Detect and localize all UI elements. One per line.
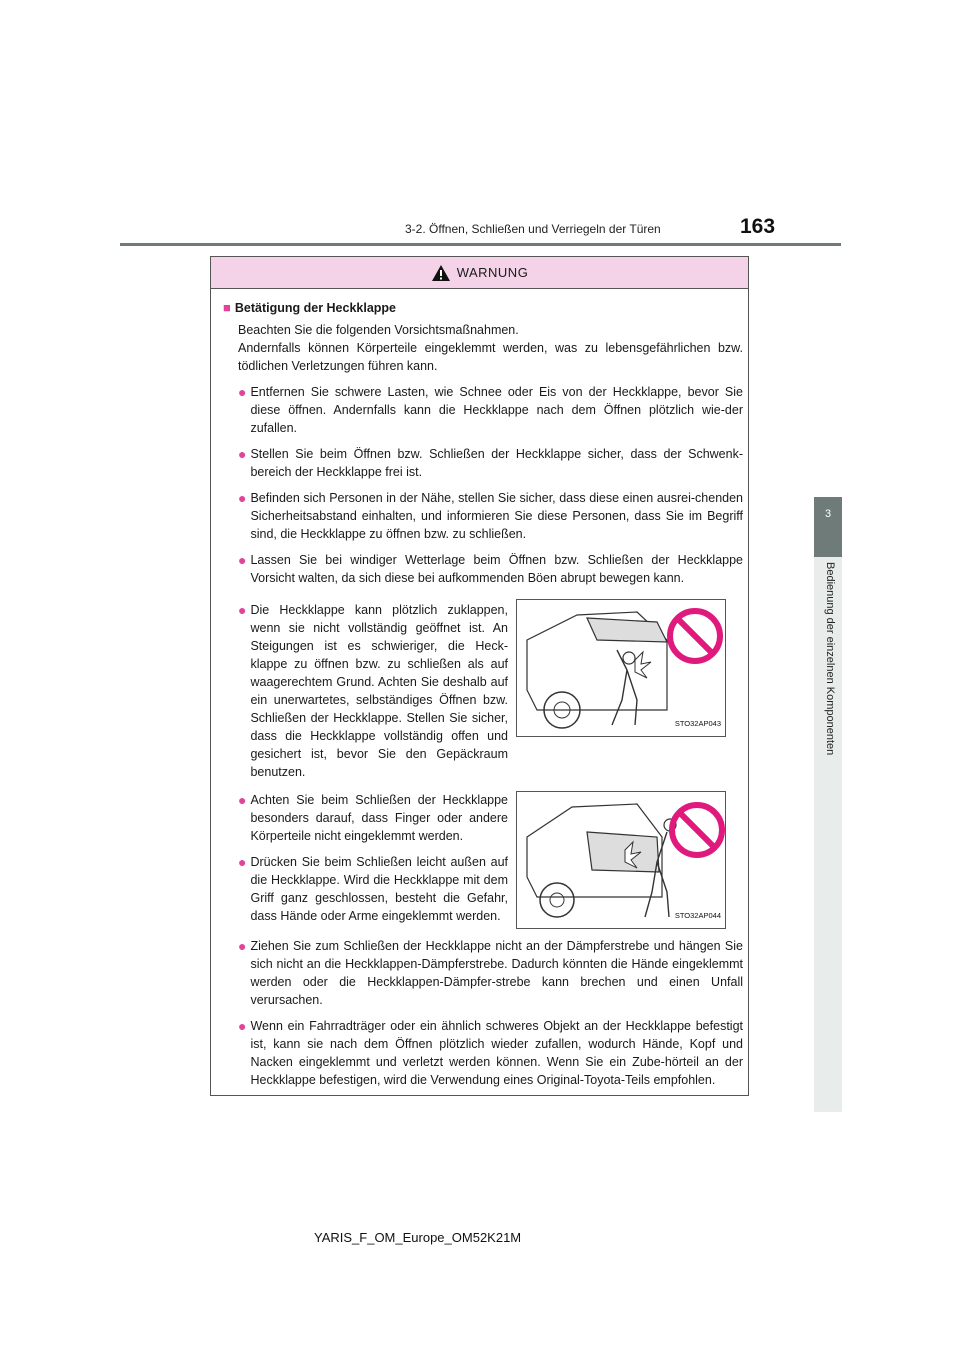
chapter-number: 3 <box>824 508 832 520</box>
bullet-dot-icon: ● <box>238 792 247 808</box>
figure-row-1 <box>223 593 743 781</box>
bullet-dot-icon: ● <box>238 854 247 870</box>
warning-heading <box>223 299 743 317</box>
chapter-tab <box>814 497 842 557</box>
illustration-tailgate-falling <box>516 599 726 737</box>
header-rule <box>120 243 841 246</box>
warning-title: WARNUNG <box>456 265 529 280</box>
bullet-dot-icon: ● <box>238 552 247 568</box>
square-bullet-icon: ■ <box>223 300 231 315</box>
warning-content <box>223 299 743 1089</box>
list-item: ● Stellen Sie beim Öffnen bzw. Schließen der Heckklappe sicher, dass der Schwenk-bereich der Heckklappe frei ist. <box>238 446 743 479</box>
illustration-tailgate-closing <box>516 791 726 929</box>
figure-row-2 <box>223 791 743 929</box>
page-number: 163 <box>740 215 776 238</box>
list-item: ● Achten Sie beim Schließen der Heckklappe besonders darauf, dass Finger oder andere Körperteile nicht eingeklemmt werden. <box>238 792 508 843</box>
footer-doc-code: YARIS_F_OM_Europe_OM52K21M <box>314 1230 522 1245</box>
bullet-dot-icon: ● <box>238 384 247 400</box>
warning-triangle-icon <box>431 264 451 282</box>
list-item: ● Drücken Sie beim Schließen leicht außen auf die Heckklappe. Wird die Heckklappe mit dem Griff ganz geschlossen, besteht die Gefahr, dass Hände oder Arme eingeklemmt werden. <box>238 854 508 923</box>
bullet-dot-icon: ● <box>238 1018 247 1034</box>
chapter-label: Bedienung der einzelnen Komponenten <box>824 562 836 756</box>
section-title: 3-2. Öffnen, Schließen und Verriegeln der Türen <box>405 222 661 236</box>
figure-code: STO32AP043 <box>674 719 721 728</box>
warning-header <box>211 257 748 289</box>
bullet-dot-icon: ● <box>238 602 247 618</box>
bullet-dot-icon: ● <box>238 490 247 506</box>
list-item: ● Die Heckklappe kann plötzlich zuklappen, wenn sie nicht vollständig geöffnet ist. An Steigungen ist es schwieriger, die Heck-klappe zu öffnen bzw. zu schließen als auf waagerechtem Grund. Achten Sie deshalb auf ein unerwartetes, selbständiges Öffnen bzw. Schließen der Heckklappe. Stellen Sie sicher, dass die Heckklappe vollständig offen und gesichert ist, bevor Sie den Gepäckraum benutzen. <box>238 602 508 779</box>
list-item: ● Wenn ein Fahrradträger oder ein ähnlich schweres Objekt an der Heckklappe befestigt ist, kann sie nach dem Öffnen plötzlich wieder zufallen, wodurch Hände, Kopf und Nacken eingeklemmt und verletzt werden können. Wenn Sie ein Zube-hörteil an der Heckklappe befestigen, wird die Verwendung eines Original-Toyota-Teils empfohlen. <box>238 1018 743 1087</box>
list-item: ● Entfernen Sie schwere Lasten, wie Schnee oder Eis von der Heckklappe, bevor Sie diese öffnen. Andernfalls kann die Heckklappe nach dem Öffnen plötzlich wie-der zufallen. <box>238 384 743 435</box>
bullet-dot-icon: ● <box>238 938 247 954</box>
list-item: ● Ziehen Sie zum Schließen der Heckklappe nicht an der Dämpferstrebe und hängen Sie sich nicht an die Heckklappen-Dämpferstrebe. Dadurch könnten die Hände eingeklemmt werden oder die Heckklappen-Dämpfer-strebe kann brechen und einen Unfall verursachen. <box>238 938 743 1007</box>
bullet-dot-icon: ● <box>238 446 247 462</box>
intro-line-1: Beachten Sie die folgenden Vorsichtsmaßnahmen. <box>238 323 519 337</box>
intro-line-2: Andernfalls können Körperteile eingeklemmt werden, was zu lebensgefährlichen bzw. tödlichen Verletzungen führen kann. <box>238 341 743 373</box>
heading-text: Betätigung der Heckklappe <box>234 301 397 315</box>
warning-box <box>210 256 749 1096</box>
figure-code: STO32AP044 <box>674 911 721 920</box>
list-item: ● Lassen Sie bei windiger Wetterlage beim Öffnen bzw. Schließen der Heckklappe Vorsicht walten, da sich diese bei aufkommenden Böen abrupt bewegen kann. <box>238 552 743 585</box>
list-item: ● Befinden sich Personen in der Nähe, stellen Sie sicher, dass diese einen ausrei-chenden Sicherheitsabstand einhalten, und informieren Sie diese Personen, dass Sie im Begriff sind, die Heckklappe zu öffnen bzw. zu schließen. <box>238 490 743 541</box>
